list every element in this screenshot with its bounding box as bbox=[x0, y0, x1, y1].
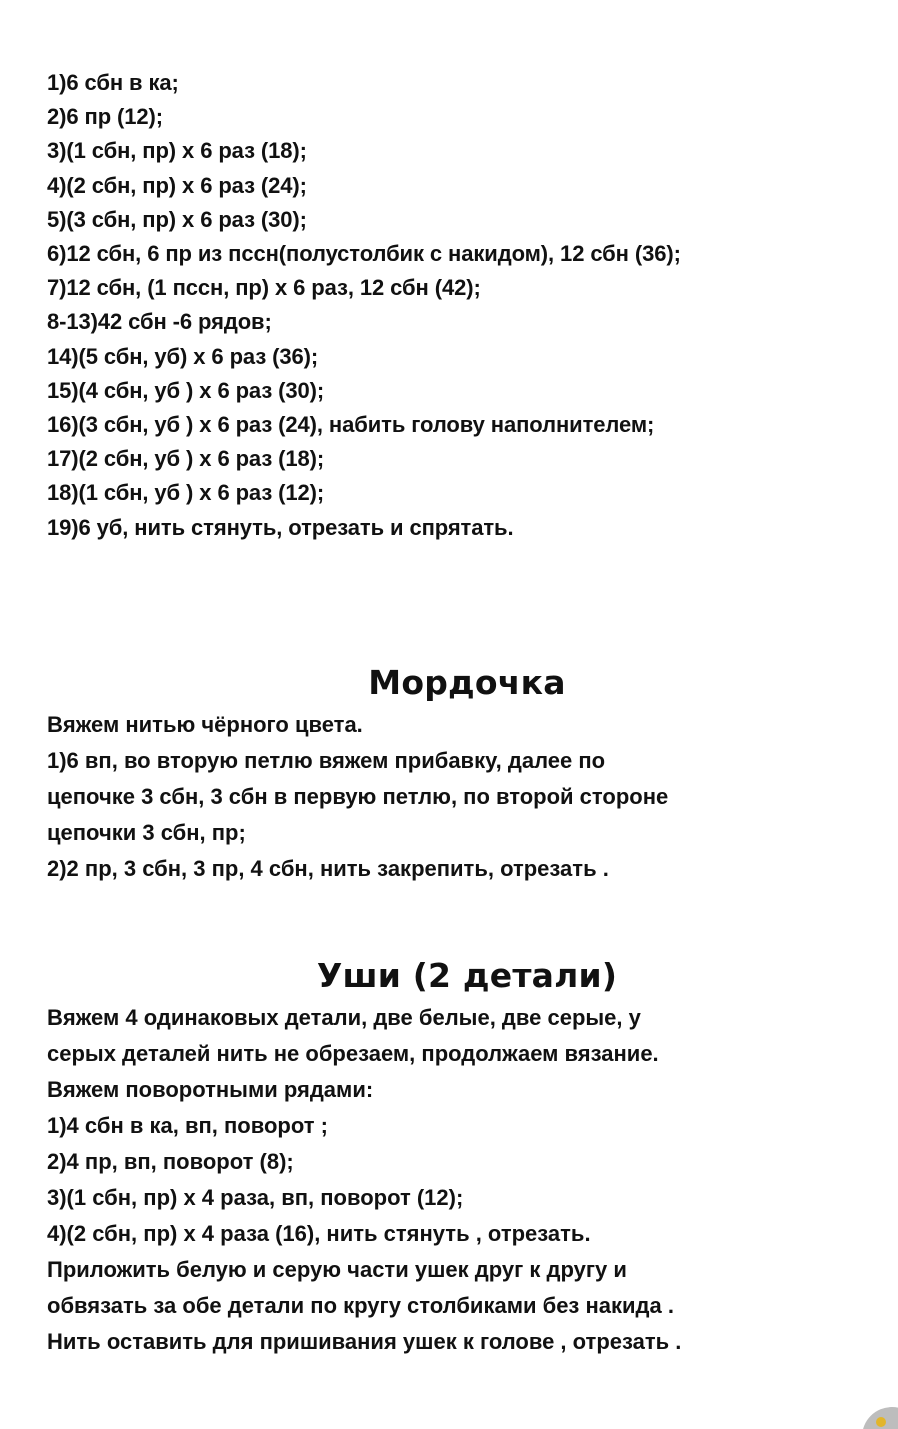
muzzle-title: Мордочка bbox=[368, 663, 566, 702]
ears-line: Приложить белую и серую части ушек друг к другу и bbox=[47, 1257, 627, 1282]
ears-title: Уши (2 детали) bbox=[316, 956, 618, 995]
ears-line: 4)(2 сбн, пр) х 4 раза (16), нить стянуть , отрезать. bbox=[47, 1221, 591, 1246]
ears-line: Нить оставить для пришивания ушек к голове , отрезать . bbox=[47, 1329, 682, 1354]
row-line: 15)(4 сбн, уб ) х 6 раз (30); bbox=[47, 377, 325, 403]
row-line: 3)(1 сбн, пр) х 6 раз (18); bbox=[47, 138, 307, 164]
row-line: 18)(1 сбн, уб ) х 6 раз (12); bbox=[47, 480, 325, 506]
row-line: 1)6 сбн в ка; bbox=[47, 70, 179, 95]
row-line: 4)(2 сбн, пр) х 6 раз (24); bbox=[47, 172, 307, 198]
row-line: 19)6 уб, нить стянуть, отрезать и спрятать. bbox=[47, 514, 514, 540]
row-line: 6)12 сбн, 6 пр из пссн(полустолбик с накидом), 12 сбн (36); bbox=[47, 241, 681, 267]
row-line: 14)(5 сбн, уб) х 6 раз (36); bbox=[47, 343, 319, 369]
row-line: 2)6 пр (12); bbox=[47, 104, 163, 130]
ears-line: Вяжем поворотными рядами: bbox=[47, 1077, 374, 1102]
head-instructions bbox=[47, 66, 887, 545]
corner-badge-icon bbox=[856, 1403, 898, 1429]
muzzle-line: цепочке 3 сбн, 3 сбн в первую петлю, по второй стороне bbox=[47, 784, 669, 809]
ears-line: 3)(1 сбн, пр) х 4 раза, вп, поворот (12); bbox=[47, 1185, 464, 1210]
muzzle-section bbox=[47, 663, 887, 887]
row-line: 8-13)42 сбн -6 рядов; bbox=[47, 309, 272, 335]
row-line: 16)(3 сбн, уб ) х 6 раз (24), набить голову наполнителем; bbox=[47, 412, 655, 438]
muzzle-line: 2)2 пр, 3 сбн, 3 пр, 4 сбн, нить закрепить, отрезать . bbox=[47, 856, 609, 881]
row-line: 5)(3 сбн, пр) х 6 раз (30); bbox=[47, 206, 307, 232]
ears-line: Вяжем 4 одинаковых детали, две белые, две серые, у bbox=[47, 1005, 641, 1030]
ears-line: серых деталей нить не обрезаем, продолжаем вязание. bbox=[47, 1041, 659, 1066]
muzzle-line: Вяжем нитью чёрного цвета. bbox=[47, 712, 363, 737]
ears-section bbox=[47, 956, 887, 1360]
row-line: 7)12 сбн, (1 пссн, пр) х 6 раз, 12 сбн (42); bbox=[47, 275, 481, 301]
row-line: 17)(2 сбн, уб ) х 6 раз (18); bbox=[47, 446, 325, 472]
muzzle-line: 1)6 вп, во вторую петлю вяжем прибавку, далее по bbox=[47, 748, 606, 773]
ears-line: 1)4 сбн в ка, вп, поворот ; bbox=[47, 1113, 328, 1138]
ears-line: 2)4 пр, вп, поворот (8); bbox=[47, 1149, 294, 1174]
muzzle-line: цепочки 3 сбн, пр; bbox=[47, 820, 246, 845]
ears-line: обвязать за обе детали по кругу столбиками без накида . bbox=[47, 1293, 674, 1318]
